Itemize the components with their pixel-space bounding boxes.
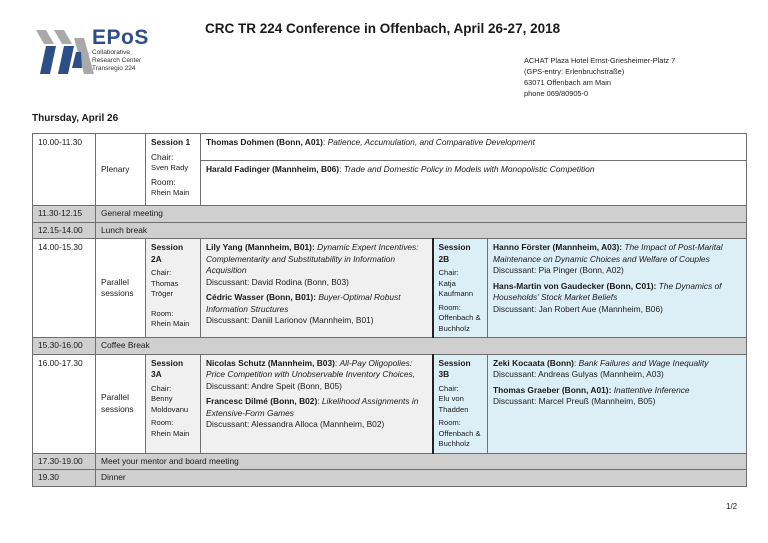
discussant: Discussant: Alessandra Alloca (Mannheim, B02) <box>206 419 385 429</box>
table-row-parallel-1 <box>33 239 747 338</box>
talk <box>493 281 741 316</box>
room-label: Room: <box>151 418 174 427</box>
talk <box>206 358 427 393</box>
table-row-lunch <box>33 222 747 239</box>
event-cell: Dinner <box>96 470 747 487</box>
talk <box>201 160 746 176</box>
type-cell: Parallel sessions <box>96 239 146 338</box>
table-row-general-meeting <box>33 206 747 223</box>
logo-title: EPoS <box>92 26 149 49</box>
talk-title: The Dynamics of Households’ Stock Market Beliefs <box>493 280 722 302</box>
speaker: Lily Yang (Mannheim, B01): <box>206 242 315 252</box>
talk-title: Likelihood Assignments in Extensive-Form Games <box>206 396 419 418</box>
separator: : <box>322 137 328 147</box>
room-name: Offenbach & Buchholz <box>438 428 481 448</box>
talk-title: Dynamic Expert Incentives: Complementarity and Substitutability in Information Acquisition <box>206 242 419 275</box>
schedule-table <box>32 133 747 487</box>
room-name: Rhein Main <box>151 319 190 328</box>
speaker: Cédric Wasser (Bonn, B01): <box>206 292 316 302</box>
talk <box>206 242 427 288</box>
session-label: Session 3A <box>151 357 184 379</box>
chair-name: Katja Kaufmann <box>438 278 474 298</box>
time-cell: 17.30-19.00 <box>33 453 96 470</box>
event-cell: Lunch break <box>96 222 747 239</box>
logo-subtitle-3: Transregio 224 <box>92 65 136 72</box>
page-title: CRC TR 224 Conference in Offenbach, April 26-27, 2018 <box>205 21 561 36</box>
discussant: Discussant: Daniil Larionov (Mannheim, B01) <box>206 315 374 325</box>
address-line: 63071 Offenbach am Main <box>524 78 611 87</box>
time-cell: 16.00-17.30 <box>33 354 96 453</box>
room-name: Rhein Main <box>151 428 190 438</box>
session-cell <box>433 239 488 338</box>
table-row-coffee <box>33 338 747 355</box>
logo-subtitle-1: Collaborative <box>92 49 130 56</box>
chair-name: Sven Rady <box>151 163 189 172</box>
discussant: Discussant: Marcel Preuß (Mannheim, B05) <box>493 396 656 406</box>
talks-cell <box>488 354 747 453</box>
talk-title: All-Pay Oligopolies: Price Competition with Unobservable Inventory Choices, <box>206 357 416 379</box>
logo-text <box>92 27 149 73</box>
chair-label: Chair: <box>438 268 459 277</box>
room-label: Room: <box>151 176 176 187</box>
address-line: ACHAT Plaza Hotel Ernst-Griesheimer-Platz 7 <box>524 56 676 65</box>
separator: : <box>334 357 340 368</box>
venue-address <box>524 55 675 99</box>
room-name: Offenbach & Buchholz <box>438 313 481 333</box>
talk-title: Patience, Accumulation, and Comparative Development <box>327 137 535 147</box>
chair-label: Chair: <box>151 268 172 277</box>
room-label: Room: <box>438 302 461 312</box>
talks-cell <box>201 239 433 338</box>
talk <box>493 358 741 381</box>
chair-label: Chair: <box>438 383 459 393</box>
day-heading: Thursday, April 26 <box>32 113 119 124</box>
speaker: Thomas Dohmen (Bonn, A01) <box>206 137 323 147</box>
event-cell: Meet your mentor and board meeting <box>96 453 747 470</box>
session-cell <box>146 134 201 206</box>
session-label: Session 1 <box>151 137 191 147</box>
speaker: Thomas Graeber (Bonn, A01): <box>493 384 612 395</box>
event-cell: General meeting <box>96 206 747 223</box>
time-cell: 19.30 <box>33 470 96 487</box>
talk-title: The Impact of Post-Marital Maintenance on Dynamic Choices and Welfare of Couples <box>493 242 723 264</box>
speaker: Harald Fadinger (Mannheim, B06) <box>206 163 340 174</box>
speaker: Hans-Martin von Gaudecker (Bonn, C01): <box>493 280 657 291</box>
table-row-plenary <box>33 134 747 206</box>
talks-cell <box>488 239 747 338</box>
discussant: Discussant: Jan Robert Aue (Mannheim, B06) <box>493 303 663 314</box>
session-label: Session 2B <box>438 242 471 264</box>
session-cell <box>146 239 201 338</box>
session-cell <box>433 354 488 453</box>
table-row-parallel-2 <box>33 354 747 453</box>
chair-name: Benny Moldovanu <box>151 394 189 414</box>
session-cell <box>146 354 201 453</box>
talk <box>493 242 741 277</box>
separator: : <box>317 396 322 406</box>
chair-label: Chair: <box>151 383 172 393</box>
speaker: Nicolas Schutz (Mannheim, B03) <box>206 357 335 368</box>
page-number: 1/2 <box>726 502 738 511</box>
event-cell: Coffee Break <box>96 338 747 355</box>
speaker: Hanno Förster (Mannheim, A03): <box>493 242 623 252</box>
table-row-dinner <box>33 470 747 487</box>
talk-title: Buyer-Optimal Robust Information Structures <box>206 292 401 314</box>
room-name: Rhein Main <box>151 188 190 197</box>
talk <box>206 137 741 157</box>
time-cell: 15.30-16.00 <box>33 338 96 355</box>
time-cell: 12.15-14.00 <box>33 222 96 239</box>
time-cell: 14.00-15.30 <box>33 239 96 338</box>
speaker: Francesc Dilmé (Bonn, B02) <box>206 396 318 406</box>
talk <box>493 385 741 408</box>
table-row-mentor <box>33 453 747 470</box>
session-label: Session 2A <box>151 242 184 264</box>
type-cell: Parallel sessions <box>96 354 146 453</box>
chair-label: Chair: <box>151 151 174 162</box>
talk-title: Bank Failures and Wage Inequality <box>578 357 709 368</box>
time-cell: 10.00-11.30 <box>33 134 96 206</box>
time-cell: 11.30-12.15 <box>33 206 96 223</box>
separator: : <box>339 163 344 174</box>
discussant: Discussant: Andreas Gulyas (Mannheim, A03) <box>493 369 664 379</box>
talk-title: Trade and Domestic Policy in Models with Monopolistic Competition <box>343 163 595 174</box>
room-label: Room: <box>438 418 461 427</box>
discussant: Discussant: David Rodina (Bonn, B03) <box>206 276 349 287</box>
talks-cell <box>201 354 433 453</box>
discussant: Discussant: Pia Pinger (Bonn, A02) <box>493 265 624 275</box>
discussant: Discussant: Andre Speit (Bonn, B05) <box>206 380 342 391</box>
talks-cell <box>201 134 747 206</box>
speaker: Zeki Kocaata (Bonn) <box>493 357 574 368</box>
chair-name: Thomas Tröger <box>151 278 179 298</box>
session-label: Session 3B <box>438 357 471 379</box>
chair-name: Elu von Thadden <box>438 394 469 414</box>
address-line: phone 069/80905-0 <box>524 89 589 98</box>
room-label: Room: <box>151 308 174 318</box>
logo-subtitle-2: Research Center <box>92 57 142 64</box>
separator: : <box>573 357 579 368</box>
type-cell: Plenary <box>96 134 146 206</box>
talk-title: Inattentive Inference <box>613 384 690 395</box>
talk <box>206 292 427 327</box>
address-line: (GPS-entry: Erlenbruchstraße) <box>524 67 625 76</box>
talk <box>206 396 427 431</box>
